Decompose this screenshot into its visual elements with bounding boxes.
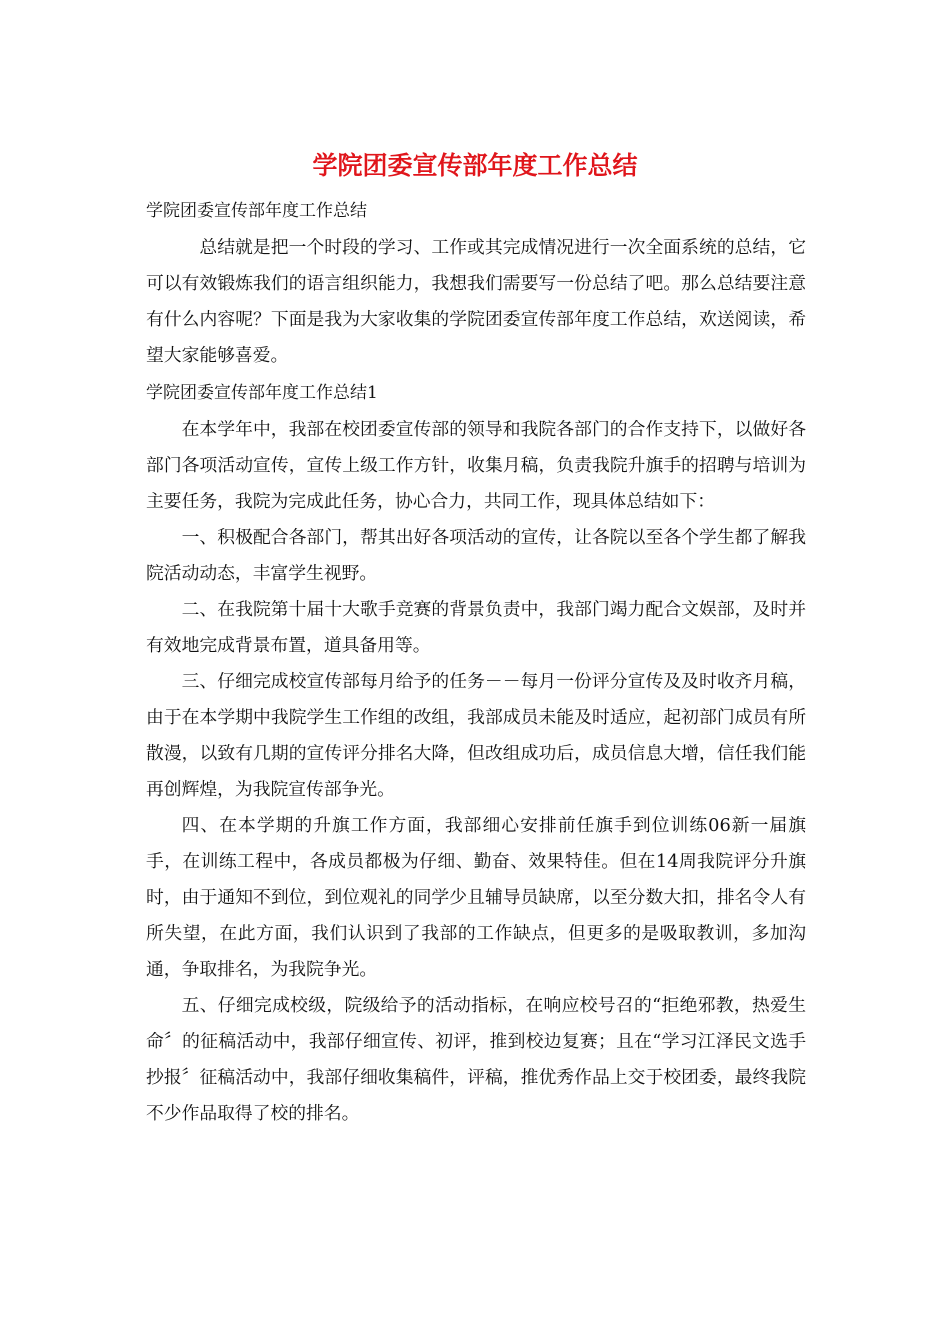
document-subtitle: 学院团委宣传部年度工作总结 bbox=[146, 201, 367, 221]
body-paragraph: 二、在我院第十届十大歌手竞赛的背景负责中，我部门竭力配合文娱部，及时并有效地完成背景布置，道具备用等。 bbox=[146, 599, 806, 656]
body-paragraph: 一、积极配合各部门，帮其出好各项活动的宣传，让各院以至各个学生都了解我院活动动态，丰富学生视野。 bbox=[146, 527, 806, 584]
intro-paragraph: 总结就是把一个时段的学习、工作或其完成情况进行一次全面系统的总结，它可以有效锻炼我们的语言组织能力，我想我们需要写一份总结了吧。那么总结要注意有什么内容呢？下面是我为大家收集的学院团委宣传部年度工作总结，欢送阅读，希望大家能够喜爱。 bbox=[146, 237, 806, 366]
body-paragraph: 五、仔细完成校级，院级给予的活动指标，在响应校号召的“拒绝邪教，热爱生命〞的征稿活动中，我部仔细宣传、初评，推到校边复赛；且在“学习江泽民文选手抄报〞征稿活动中，我部仔细收集稿件，评稿，推优秀作品上交于校团委，最终我院不少作品取得了校的排名。 bbox=[146, 995, 806, 1124]
document-body bbox=[146, 196, 806, 1132]
body-paragraph: 四、在本学期的升旗工作方面，我部细心安排前任旗手到位训练06新一届旗手，在训练工程中，各成员都极为仔细、勤奋、效果特佳。但在14周我院评分升旗时，由于通知不到位，到位观礼的同学少且辅导员缺席，以至分数大扣，排名令人有所失望，在此方面，我们认识到了我部的工作缺点，但更多的是吸取教训，多加沟通，争取排名，为我院争光。 bbox=[146, 815, 806, 980]
document-title: 学院团委宣传部年度工作总结 bbox=[312, 151, 638, 180]
body-paragraph: 在本学年中，我部在校团委宣传部的领导和我院各部门的合作支持下，以做好各部门各项活动宣传，宣传上级工作方针，收集月稿，负责我院升旗手的招聘与培训为主要任务，我院为完成此任务，协心合力，共同工作，现具体总结如下： bbox=[146, 419, 806, 512]
section-heading: 学院团委宣传部年度工作总结1 bbox=[146, 383, 378, 403]
body-paragraph: 三、仔细完成校宣传部每月给予的任务－－每月一份评分宣传及及时收齐月稿，由于在本学期中我院学生工作组的改组，我部成员未能及时适应，起初部门成员有所散漫，以致有几期的宣传评分排名大降，但改组成功后，成员信息大增，信任我们能再创辉煌，为我院宣传部争光。 bbox=[146, 671, 806, 800]
